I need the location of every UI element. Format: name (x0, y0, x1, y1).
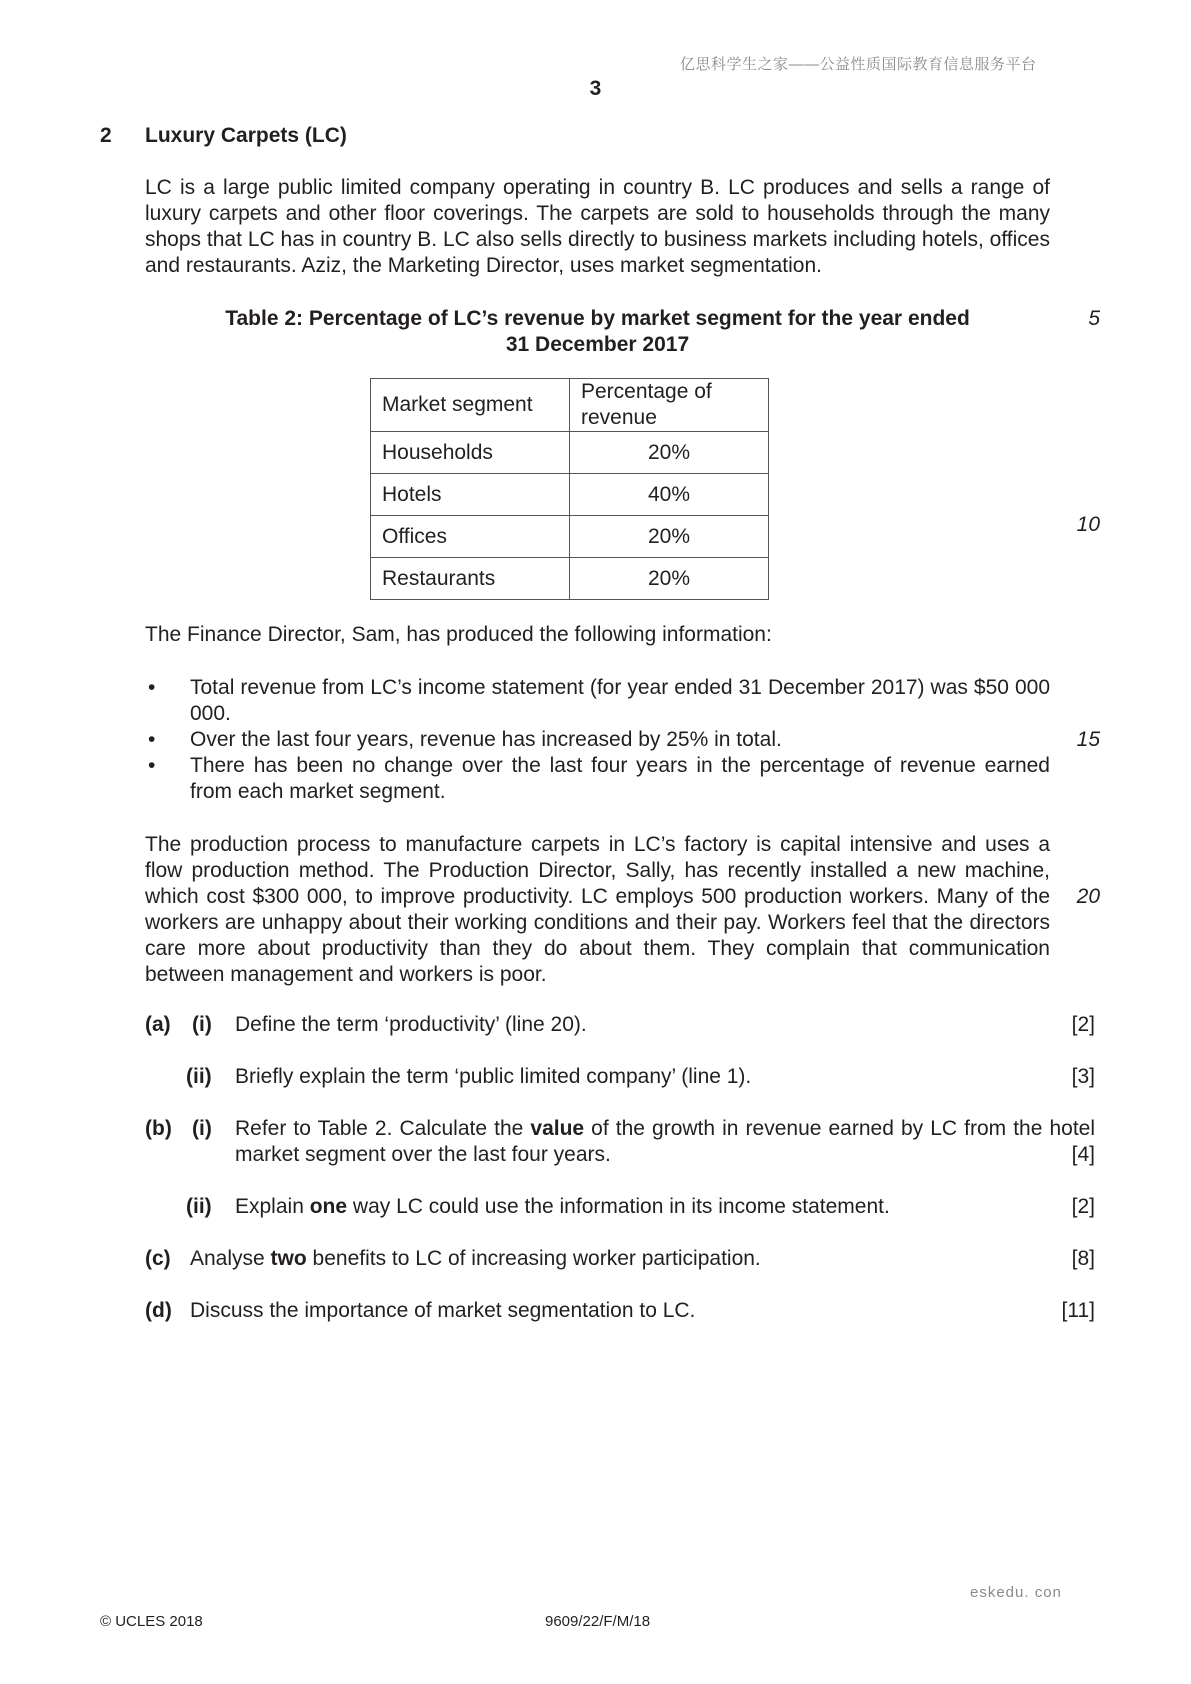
subquestion-a-i-marks: [2] (1071, 1013, 1095, 1036)
emphasis: one (309, 1195, 348, 1218)
table-row (371, 474, 769, 516)
bullet-symbol: • (148, 754, 156, 777)
table-header-cell: Market segment (371, 379, 570, 432)
text-segment: Refer to Table 2. Calculate the (235, 1117, 531, 1140)
table-row (371, 558, 769, 600)
table-row (371, 432, 769, 474)
question-number: 2 (100, 124, 112, 147)
intro-paragraph: LC is a large public limited company operating in country B. LC produces and sells a range of luxury carpets and other floor coverings. The carpets are sold to households through the many shops that LC has in country B. LC also sells directly to business markets including hotels, offices and restaurants. Aziz, the Marketing Director, uses market segmentation. (145, 176, 1050, 277)
table-cell: 20% (570, 432, 769, 474)
text-segment: Explain (235, 1195, 310, 1218)
header-watermark: 亿思科学生之家——公益性质国际教育信息服务平台 (680, 56, 1037, 73)
bullet-symbol: • (148, 728, 156, 751)
subquestion-d-marks: [11] (1061, 1299, 1095, 1322)
subquestion-c-label: (c) (145, 1247, 171, 1270)
page-number: 3 (589, 77, 602, 100)
subquestion-b-i-label: (i) (192, 1117, 212, 1140)
line-number-20: 20 (1076, 885, 1100, 908)
subquestion-d-text: Discuss the importance of market segmentation to LC. (190, 1299, 696, 1322)
line-number-15: 15 (1076, 728, 1100, 751)
table-cell: 20% (570, 516, 769, 558)
footer-paper-code: 9609/22/F/M/18 (545, 1613, 651, 1630)
text-segment: benefits to LC of increasing worker participation. (306, 1247, 761, 1270)
table-cell: 40% (570, 474, 769, 516)
subquestion-b-label: (b) (145, 1117, 172, 1140)
footer-copyright: © UCLES 2018 (100, 1613, 203, 1630)
table-cell: Offices (371, 516, 570, 558)
table-row (371, 516, 769, 558)
subquestion-b-ii-text (235, 1194, 1015, 1220)
line-number-5: 5 (1088, 307, 1100, 330)
emphasis: two (270, 1247, 307, 1270)
finance-intro: The Finance Director, Sam, has produced the following information: (145, 623, 772, 646)
subquestion-b-i-marks: [4] (1071, 1143, 1095, 1166)
subquestion-b-ii-label: (ii) (186, 1195, 212, 1218)
revenue-segment-table (370, 378, 769, 600)
subquestion-a-ii-text: Briefly explain the term ‘public limited company’ (line 1). (235, 1065, 752, 1088)
table-header-cell: Percentage of revenue (570, 379, 769, 432)
table-cell: 20% (570, 558, 769, 600)
production-paragraph: The production process to manufacture carpets in LC’s factory is capital intensive and uses a flow production method. The Production Director, Sally, has recently installed a new machine, which cost $300 000, to improve productivity. LC employs 500 production workers. Many of the workers are unhappy about their working conditions and their pay. Workers feel that the directors care more about productivity than they do about them. They complain that communication between management and workers is poor. (145, 833, 1050, 986)
subquestion-c-text (190, 1246, 1010, 1272)
footer-watermark: eskedu. con (970, 1584, 1062, 1601)
table-cell: Hotels (371, 474, 570, 516)
subquestion-b-ii-marks: [2] (1071, 1195, 1095, 1218)
text-segment: Analyse (190, 1247, 271, 1270)
subquestion-a-i-label: (i) (192, 1013, 212, 1036)
subquestion-d-label: (d) (145, 1299, 172, 1322)
bullet-text: Total revenue from LC’s income statement (for year ended 31 December 2017) was $50 000 000. (190, 676, 1050, 725)
text-segment: way LC could use the information in its income statement. (347, 1195, 890, 1218)
text-segment: of the growth in revenue earned by LC from the hotel market segment over the last four years. (235, 1117, 1096, 1166)
table-cell: Households (371, 432, 570, 474)
subquestion-a-label: (a) (145, 1013, 171, 1036)
subquestion-b-i-text (235, 1116, 1095, 1168)
bullet-symbol: • (148, 676, 156, 699)
subquestion-c-marks: [8] (1071, 1247, 1095, 1270)
table-caption-line2: 31 December 2017 (505, 333, 690, 356)
emphasis: value (530, 1117, 585, 1140)
subquestion-a-ii-marks: [3] (1071, 1065, 1095, 1088)
subquestion-a-ii-label: (ii) (186, 1065, 212, 1088)
table-cell: Restaurants (371, 558, 570, 600)
table-header-row (371, 379, 769, 432)
table-caption-line1: Table 2: Percentage of LC’s revenue by market segment for the year ended (225, 307, 970, 330)
question-title: Luxury Carpets (LC) (145, 124, 347, 147)
bullet-text: Over the last four years, revenue has increased by 25% in total. (190, 728, 782, 751)
line-number-10: 10 (1076, 513, 1100, 536)
bullet-text: There has been no change over the last four years in the percentage of revenue earned from each market segment. (190, 754, 1050, 803)
subquestion-a-i-text: Define the term ‘productivity’ (line 20). (235, 1013, 587, 1036)
